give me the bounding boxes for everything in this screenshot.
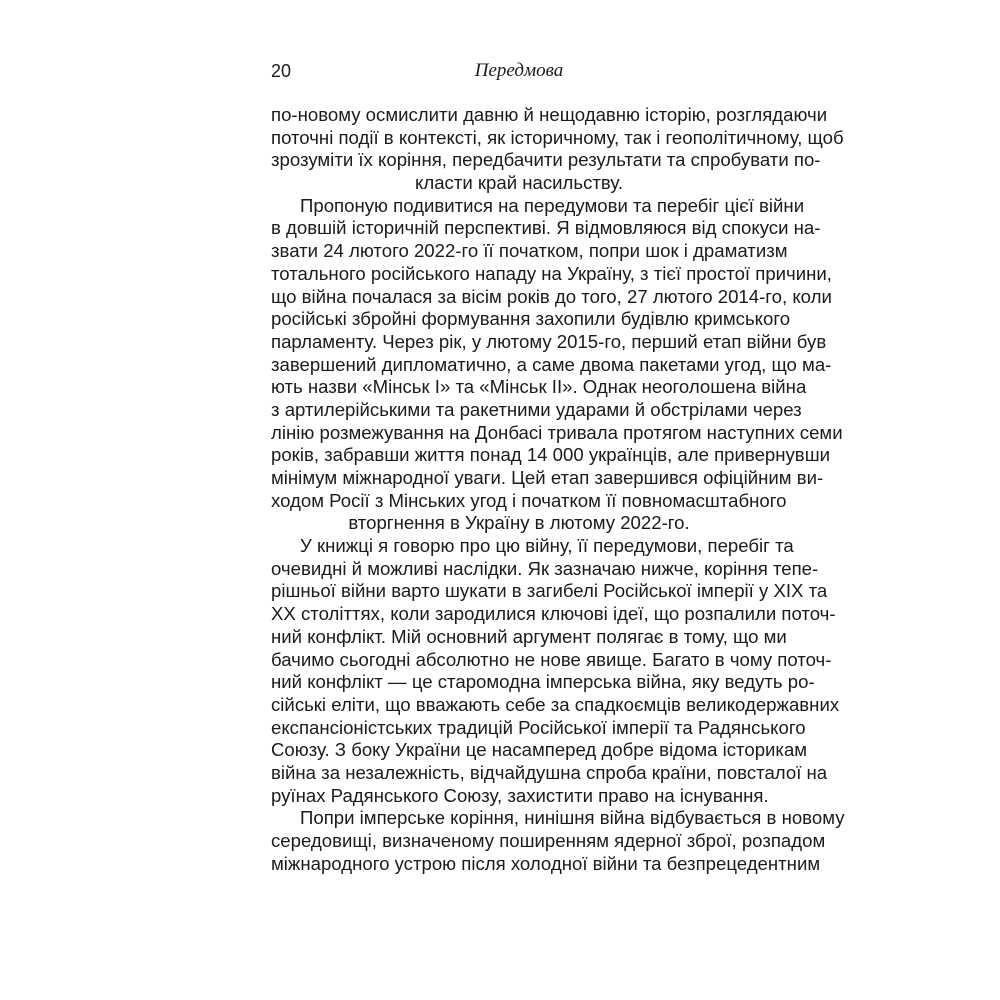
text-line: завершений дипломатично, а саме двома пакетами угод, що ма- — [271, 353, 832, 375]
text-line: очевидні й можливі наслідки. Як зазначаю нижче, коріння тепе- — [271, 557, 819, 579]
body-text — [271, 104, 845, 875]
text-line: ходом Росії з Мінських угод і початком її повномасштабного — [271, 489, 787, 511]
text-line: бачимо сьогодні абсолютно не нове явище. Багато в чому поточ- — [271, 648, 832, 670]
text-line: з артилерійськими та ракетними ударами й обстрілами через — [271, 398, 802, 420]
text-line: парламенту. Через рік, у лютому 2015-го, перший етап війни був — [271, 330, 827, 352]
text-line: Пропоную подивитися на передумови та перебіг цієї війни — [300, 194, 805, 216]
text-line: рішньої війни варто шукати в загибелі Російської імперії у XIX та — [271, 580, 828, 602]
text-line: в довшій історичній перспективі. Я відмовляюся від спокуси на- — [271, 217, 821, 239]
page-number: 20 — [271, 61, 292, 81]
text-line: що війна почалася за вісім років до того, 27 лютого 2014-го, коли — [271, 285, 832, 307]
text-line: руїнах Радянського Союзу, захистити право на існування. — [271, 784, 769, 806]
text-line: середовищі, визначеному поширенням ядерної зброї, розпадом — [271, 830, 826, 851]
text-line: класти край насильству. — [415, 172, 623, 194]
running-title: Передмова — [474, 60, 564, 81]
text-line: по-новому осмислити давню й нещодавню історію, розглядаючи — [271, 104, 828, 125]
text-line: звати 24 лютого 2022-го її початком, попри шок і драматизм — [271, 240, 788, 262]
paragraph — [271, 104, 844, 195]
paragraph — [271, 194, 843, 535]
text-line: міжнародного устрою після холодної війни та безпрецедентним — [271, 852, 821, 874]
paragraph — [271, 807, 845, 875]
text-line: ний конфлікт. Мій основний аргумент полягає в тому, що ми — [271, 625, 787, 647]
text-line: Союзу. З боку України це насамперед добре відома історикам — [271, 739, 808, 761]
text-line: вторгнення в Україну в лютому 2022-го. — [348, 512, 690, 534]
text-line: поточні події в контексті, як історичному, так і геополітичному, щоб — [271, 126, 844, 148]
text-line: сійські еліти, що вважають себе за спадкоємців великодержавних — [271, 693, 840, 715]
text-line: років, забравши життя понад 14 000 українців, але привернувши — [271, 444, 830, 466]
text-line: зрозуміти їх коріння, передбачити результати та спробувати по- — [271, 149, 821, 171]
text-line: російські збройні формування захопили будівлю кримського — [271, 308, 791, 330]
text-line: лінію розмежування на Донбасі тривала протягом наступних семи — [271, 421, 843, 443]
text-line: тотального російського нападу на Україну, з тієї простої причини, — [271, 262, 832, 284]
text-line: XX століттях, коли зародилися ключові ідеї, що розпалили поточ- — [271, 603, 836, 625]
paragraph — [271, 535, 840, 807]
text-line: мінімум міжнародної уваги. Цей етап завершився офіційним ви- — [271, 467, 824, 488]
text-line: ють назви «Мінськ I» та «Мінськ II». Однак неоголошена війна — [271, 376, 807, 398]
running-head — [271, 56, 767, 86]
text-line: експансіоністських традицій Російської імперії та Радянського — [271, 716, 806, 738]
text-line: ний конфлікт — це старомодна імперська війна, яку ведуть ро- — [271, 671, 815, 693]
text-line: війна за незалежність, відчайдушна спроба країни, повсталої на — [271, 761, 828, 783]
text-line: Попри імперське коріння, нинішня війна відбувається в новому — [300, 807, 845, 829]
text-line: У книжці я говорю про цю війну, її передумови, перебіг та — [300, 535, 794, 557]
